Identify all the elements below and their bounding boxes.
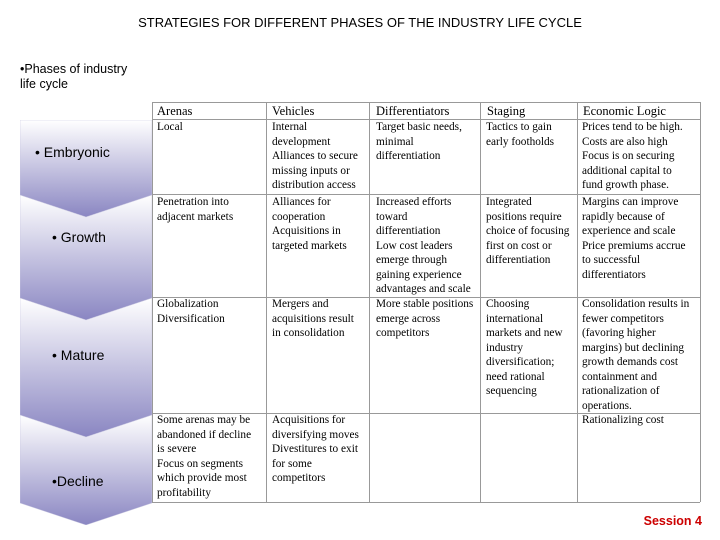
cell-line: international [486,312,544,325]
cell-line: Divestitures to exit [272,443,358,455]
cell-line: minimal [376,135,414,148]
grid-line [152,502,700,503]
cell-line: choice of focusing [486,225,570,237]
session-label: Session 4 [643,514,702,528]
grid-line [152,102,700,103]
cell-line: containment and [582,370,657,383]
subtitle-line: life cycle [20,77,68,91]
grid-line [152,102,153,502]
cell-line: rapidly because of [582,210,665,223]
column-header-arenas: Arenas [157,104,193,118]
cell-economic [582,120,683,193]
cell-line: competitors [272,472,326,484]
cell-line: additional capital to [582,164,672,177]
cell-line: competitors [376,327,430,339]
cell-line: industry [486,341,524,354]
phase-decline: •Decline [52,473,104,489]
cell-line: differentiators [582,268,646,281]
cell-line: fund growth phase. [582,179,669,191]
cell-arenas [157,413,251,500]
cell-line: toward [376,210,408,223]
cell-line: emerge across [376,312,441,325]
page-title: STRATEGIES FOR DIFFERENT PHASES OF THE INDUSTRY LIFE CYCLE [138,15,582,30]
cell-line: Integrated [486,196,532,208]
column-header-staging: Staging [487,104,526,118]
cell-economic [582,297,689,413]
cell-line: experience and scale [582,225,676,237]
cell-line: Consolidation results in [582,298,690,310]
cell-line: distribution access [272,179,356,191]
grid-line [369,102,370,502]
cell-line: differentiation [486,254,551,266]
cell-staging [486,297,563,399]
cell-line: Margins can improve [582,196,679,208]
cell-arenas [157,195,233,224]
cell-line: operations. [582,399,632,412]
cell-line: early footholds [486,135,555,148]
grid-line [266,102,267,502]
cell-line: Acquisitions in [272,225,341,237]
cell-line: Diversification [157,312,225,325]
cell-line: advantages and scale [376,283,471,295]
column-header-vehicles: Vehicles [272,104,315,118]
grid-line [700,102,701,502]
cell-line: Costs are also high [582,135,668,148]
cell-line: in consolidation [272,327,345,339]
cell-line: fewer competitors [582,312,664,325]
cell-vehicles [272,195,347,253]
cell-line: (favoring higher [582,327,656,339]
cell-line: diversification; [486,356,555,368]
cell-line: positions require [486,210,562,223]
subtitle-line: •Phases of industry [20,62,128,76]
cell-line: Some arenas may be [157,414,251,426]
cell-differentiators [376,195,471,297]
cell-line: adjacent markets [157,210,234,223]
cell-line: development [272,135,331,148]
cell-line: diversifying moves [272,428,359,441]
cell-line: sequencing [486,385,537,397]
phase-growth: • Growth [52,229,106,245]
cell-arenas [157,297,225,326]
grid-line [480,102,481,502]
cell-line: Alliances for [272,196,331,208]
cell-staging [486,120,554,149]
cell-economic [582,195,686,282]
cell-line: cooperation [272,210,326,223]
cell-line: abandoned if decline [157,428,252,441]
cell-line: need rational [486,370,545,383]
cell-line: growth demands cost [582,356,679,368]
phase-embryonic: • Embryonic [35,144,110,160]
cell-line: profitability [157,486,211,499]
cell-differentiators [376,120,462,164]
cell-line: Internal [272,121,308,133]
column-header-differentiators: Differentiators [376,104,450,118]
cell-vehicles [272,297,354,341]
cell-economic [582,413,664,428]
cell-line: Local [157,121,183,133]
cell-line: margins) but declining [582,341,685,354]
phase-chevrons [20,120,152,525]
phase-mature: • Mature [52,347,105,363]
cell-line: Tactics to gain [486,121,552,133]
cell-line: rationalization of [582,385,660,397]
cell-line: Target basic needs, [376,121,462,133]
cell-line: to successful [582,254,641,266]
cell-line: Choosing [486,298,530,310]
cell-line: More stable positions [376,298,474,310]
cell-arenas [157,120,183,135]
cell-line: Acquisitions for [272,414,346,426]
column-header-economic-logic: Economic Logic [583,104,666,118]
cell-line: first on cost or [486,239,552,252]
cell-line: Mergers and [272,298,329,310]
cell-line: Penetration into [157,196,229,208]
cell-line: Focus on segments [157,457,243,470]
cell-line: Focus is on securing [582,150,675,162]
cell-line: Prices tend to be high. [582,121,683,133]
cell-line: for some [272,457,312,470]
cell-line: Increased efforts [376,196,452,208]
cell-line: gaining experience [376,268,462,281]
cell-differentiators [376,297,473,341]
subtitle [20,62,127,92]
cell-line: which provide most [157,472,247,484]
cell-line: missing inputs or [272,164,350,177]
cell-line: is severe [157,443,197,455]
cell-line: markets and new [486,327,563,339]
cell-line: Alliances to secure [272,150,358,162]
cell-line: targeted markets [272,239,347,252]
cell-line: emerge through [376,254,448,266]
cell-line: acquisitions result [272,312,354,325]
cell-vehicles [272,120,358,193]
cell-line: differentiation [376,225,441,237]
cell-line: Price premiums accrue [582,239,686,252]
cell-line: Rationalizing cost [582,414,664,426]
cell-line: Low cost leaders [376,239,453,252]
cell-line: Globalization [157,298,219,310]
cell-vehicles [272,413,359,486]
grid-line [577,102,578,502]
cell-staging [486,195,569,268]
cell-line: differentiation [376,150,441,162]
